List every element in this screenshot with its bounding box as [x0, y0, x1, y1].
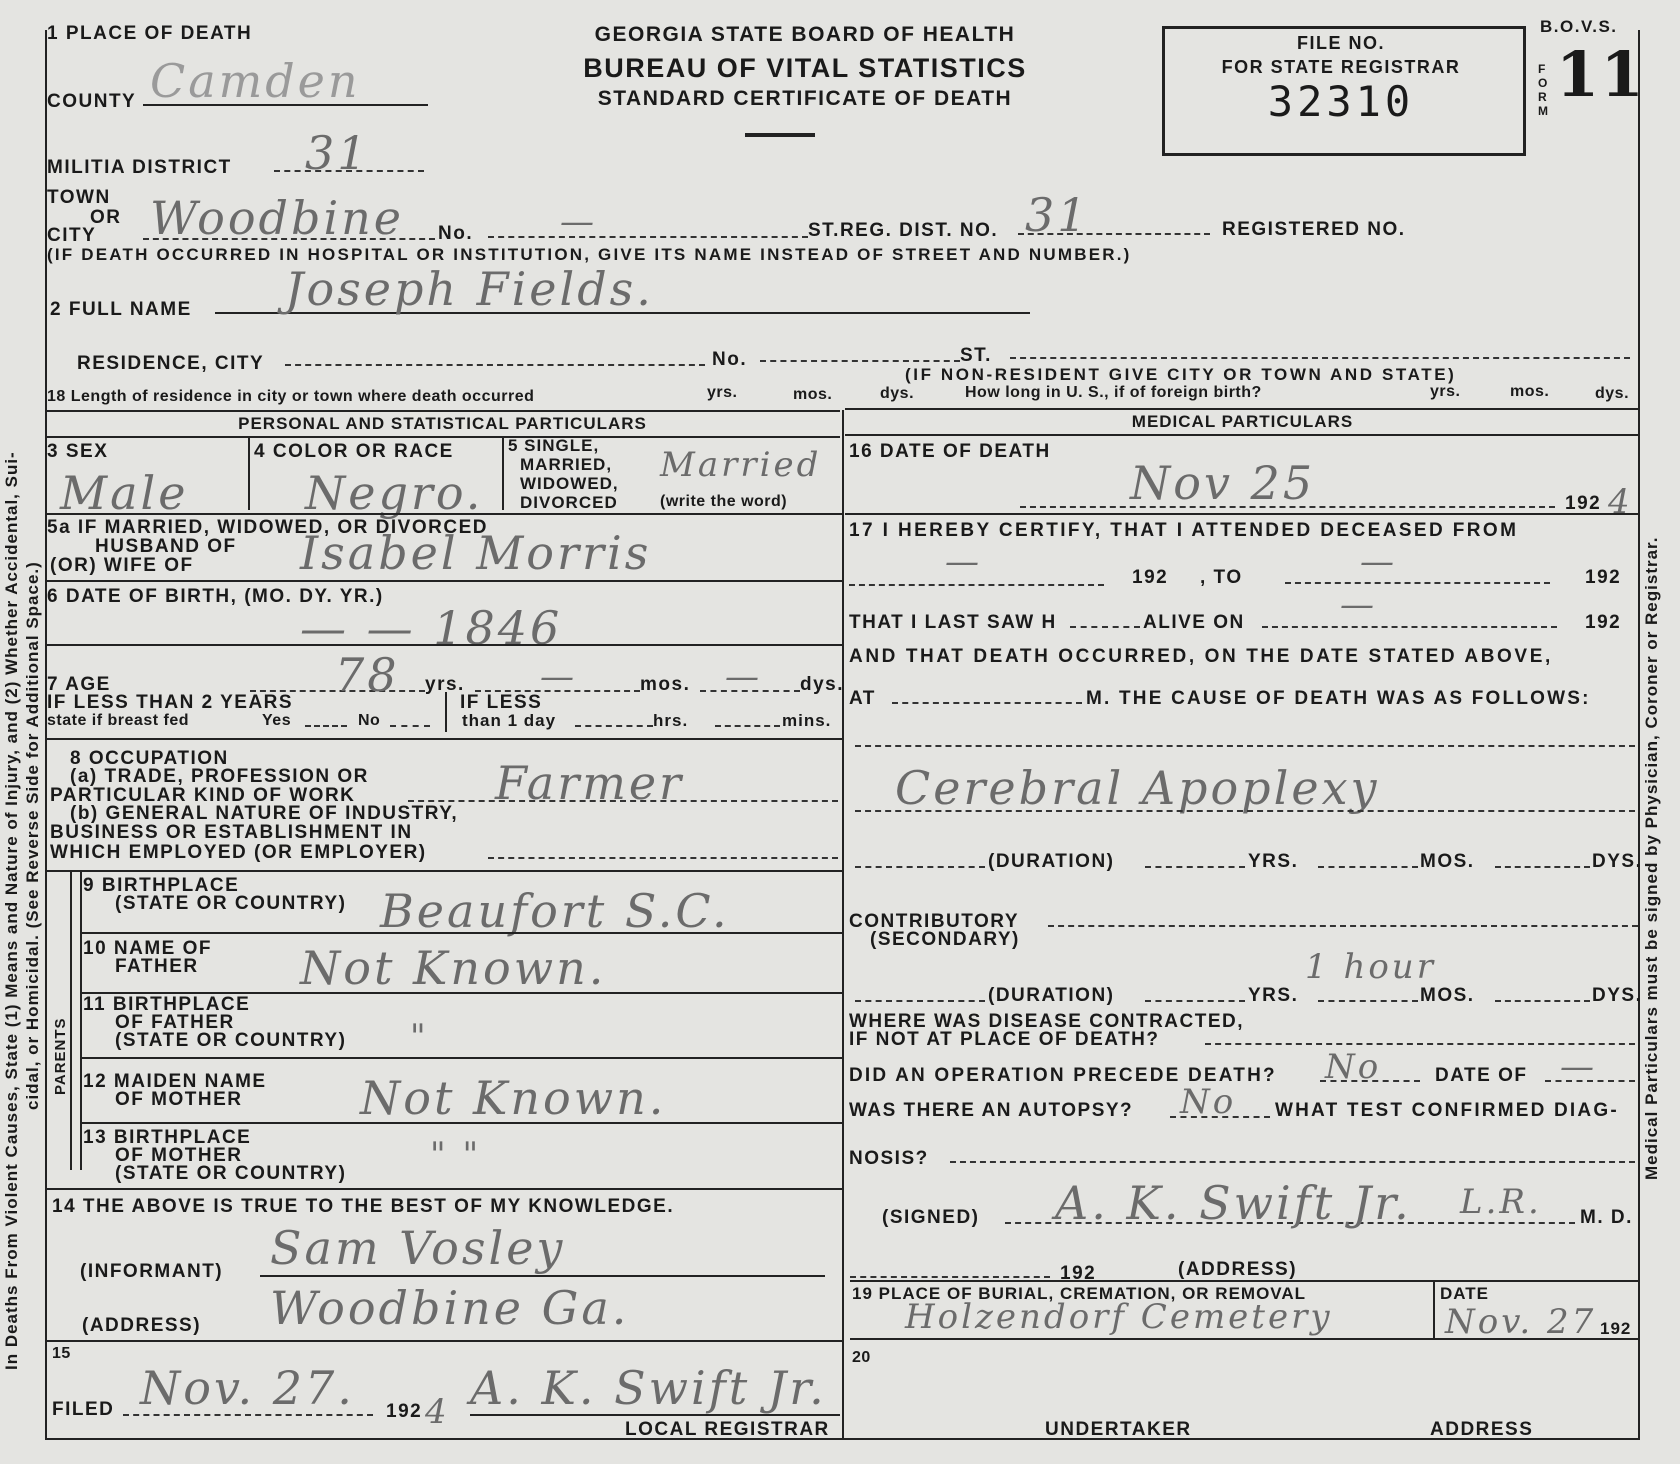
header-bureau: BUREAU OF VITAL STATISTICS	[583, 53, 1027, 83]
side-note-right: Medical Particulars must be signed by Physician, Coroner or Registrar.	[1642, 536, 1661, 1180]
duration1-mos: MOS.	[1420, 851, 1475, 872]
howlong-mos: mos.	[1510, 383, 1550, 400]
informant-address-value: Woodbine Ga.	[270, 1281, 630, 1335]
age-yrs: yrs.	[425, 674, 465, 695]
autopsy-value: No	[1180, 1082, 1237, 1122]
file-registrar-label: FOR STATE REGISTRAR	[1221, 57, 1461, 77]
lt1-mins-line	[715, 725, 780, 727]
personal-section-title: PERSONAL AND STATISTICAL PARTICULARS	[238, 414, 647, 433]
occupation-l2: (a) TRADE, PROFESSION OR	[70, 766, 369, 787]
sex-value: Male	[60, 466, 189, 520]
residence-no-line	[760, 360, 960, 362]
duration1-label: (DURATION)	[988, 851, 1115, 872]
row-line-6	[80, 932, 842, 934]
certify-from-value: —	[945, 542, 982, 582]
father-birthplace-l2: OF FATHER	[115, 1012, 235, 1033]
section-top-line-left	[45, 410, 840, 412]
row-line-4	[45, 738, 842, 740]
signed-signature: A. K. Swift Jr.	[1055, 1176, 1412, 1230]
parents-label: PARENTS	[52, 1017, 69, 1095]
residence-st-label: ST.	[960, 345, 992, 366]
section-top-line-right	[845, 408, 1640, 410]
sex-label: 3 SEX	[47, 441, 109, 462]
operation-label: DID AN OPERATION PRECEDE DEATH?	[849, 1065, 1277, 1086]
duration2-yrs-line	[1145, 1000, 1245, 1002]
lt1-hrs: hrs.	[653, 711, 689, 730]
spouse-label-3: (OR) WIFE OF	[50, 555, 194, 576]
parents-bar-1	[70, 872, 72, 1170]
side-note-left-1: In Deaths From Violent Causes, State (1) Means and Nature of Injury, and (2) Whether Accidental, Sui-	[2, 451, 21, 1370]
race-divider	[502, 438, 504, 510]
birthplace-l2: (STATE OR COUNTRY)	[115, 893, 347, 914]
occupation-value: Farmer	[495, 756, 685, 810]
dod-year-digit: 4	[1608, 482, 1633, 522]
duration1-dys: DYS.	[1592, 851, 1643, 872]
residence-line	[285, 364, 705, 366]
mother-l1: 12 MAIDEN NAME	[83, 1071, 267, 1092]
length-residence-label: 18 Length of residence in city or town where death occurred	[47, 388, 535, 405]
occurred-label: AND THAT DEATH OCCURRED, ON THE DATE STATED ABOVE,	[849, 646, 1553, 667]
lt2-no-line	[390, 725, 430, 727]
where-l2: IF NOT AT PLACE OF DEATH?	[849, 1029, 1160, 1050]
duration1-dys-line	[1495, 866, 1590, 868]
sig-address-label: (ADDRESS)	[1178, 1259, 1298, 1280]
city-no-value: —	[560, 202, 597, 242]
undertaker-address-label: ADDRESS	[1430, 1419, 1534, 1440]
item-20: 20	[852, 1349, 871, 1366]
age-dys: dys.	[800, 674, 845, 695]
certify-to-value: —	[1360, 542, 1397, 582]
row-line-3	[45, 644, 842, 646]
place-title: 1 PLACE OF DEATH	[47, 23, 253, 44]
mother-birthplace-l3: (STATE OR COUNTRY)	[115, 1163, 347, 1184]
nosis-line	[950, 1161, 1635, 1163]
lastsaw-h-line	[1070, 626, 1140, 628]
lastsaw-label: THAT I LAST SAW H	[849, 612, 1057, 633]
med-line-burial	[850, 1280, 1640, 1282]
row-line-2	[45, 580, 842, 582]
dob-value: — — 1846	[300, 601, 563, 655]
marital-value: Married	[660, 445, 822, 485]
city-value: Woodbine	[150, 191, 404, 245]
lt1-label-1: IF LESS	[460, 692, 543, 713]
test-label: WHAT TEST CONFIRMED DIAG-	[1275, 1100, 1619, 1121]
certify-to-line	[1285, 582, 1550, 584]
contributory-line	[1048, 925, 1638, 927]
dod-line	[1020, 506, 1555, 508]
contributory-l1: CONTRIBUTORY	[849, 911, 1019, 932]
dod-value: Nov 25	[1130, 456, 1316, 510]
streg-label: ST.REG. DIST. NO.	[808, 220, 999, 241]
med-line-burial-2	[850, 1338, 1640, 1340]
row-line-1	[45, 513, 842, 515]
duration1-mos-line	[1318, 866, 1418, 868]
nonresident-note: (IF NON-RESIDENT GIVE CITY OR TOWN AND STATE)	[905, 365, 1457, 384]
section-sub-line-left	[45, 436, 840, 438]
county-value: Camden	[150, 54, 361, 108]
spouse-label-2: HUSBAND OF	[95, 536, 237, 557]
undertaker-label: UNDERTAKER	[1045, 1419, 1192, 1440]
birthplace-l1: 9 BIRTHPLACE	[83, 875, 240, 896]
howlong-label: How long in U. S., if of foreign birth?	[965, 384, 1262, 401]
occupation-l5: BUSINESS OR ESTABLISHMENT IN	[50, 822, 413, 843]
length-dys: dys.	[880, 385, 915, 402]
informant-line	[260, 1275, 825, 1277]
sig-192: 192	[1060, 1263, 1097, 1284]
medical-section-title: MEDICAL PARTICULARS	[1131, 412, 1354, 431]
mother-value: Not Known.	[360, 1071, 667, 1125]
burial-label: 19 PLACE OF BURIAL, CREMATION, OR REMOVAL	[852, 1284, 1307, 1303]
md-label: M. D.	[1580, 1207, 1633, 1228]
form-label: FORM	[1538, 62, 1550, 118]
full-name-value: Joseph Fields.	[285, 262, 654, 316]
occupation-l6: WHICH EMPLOYED (OR EMPLOYER)	[50, 842, 427, 863]
autopsy-label: WAS THERE AN AUTOPSY?	[849, 1100, 1134, 1121]
dod-label: 16 DATE OF DEATH	[849, 441, 1051, 462]
length-mos: mos.	[793, 386, 833, 403]
filed-value: Nov. 27.	[140, 1361, 355, 1415]
signed-lr: L.R.	[1460, 1182, 1542, 1222]
file-no-label: FILE NO.	[1297, 33, 1385, 53]
dod-year: 192	[1565, 493, 1602, 514]
local-registrar-signature: A. K. Swift Jr.	[470, 1361, 827, 1415]
father-value: Not Known.	[300, 941, 607, 995]
mother-birthplace-l2: OF MOTHER	[115, 1145, 243, 1166]
parents-bar-2	[80, 872, 82, 1170]
mother-birthplace-value: " "	[430, 1135, 482, 1175]
birthplace-value: Beaufort S.C.	[380, 884, 730, 938]
at-line	[892, 702, 1082, 704]
marital-l1: 5 SINGLE,	[508, 436, 600, 455]
spouse-value: Isabel Morris	[300, 526, 652, 580]
filed-year: 192	[386, 1401, 423, 1422]
alive-label: ALIVE ON	[1143, 612, 1245, 633]
lt2-yes-line	[305, 725, 347, 727]
where-line	[1205, 1043, 1635, 1045]
occupation-l3: PARTICULAR KIND OF WORK	[50, 785, 356, 806]
informant-label: (INFORMANT)	[80, 1261, 224, 1282]
cause-label: M. THE CAUSE OF DEATH WAS AS FOLLOWS:	[1086, 688, 1591, 709]
duration2-mos-line	[1318, 1000, 1418, 1002]
lt2-yes: Yes	[262, 712, 292, 729]
county-label: COUNTY	[47, 91, 137, 112]
residence-st-line	[1010, 357, 1630, 359]
local-registrar-label: LOCAL REGISTRAR	[625, 1419, 830, 1440]
age-dys-value: —	[725, 657, 762, 697]
file-number: 32310	[1267, 77, 1415, 126]
header-board: GEORGIA STATE BOARD OF HEALTH	[594, 23, 1016, 46]
lastsaw-192: 192	[1585, 612, 1622, 633]
occupation-l4: (b) GENERAL NATURE OF INDUSTRY,	[70, 803, 459, 824]
spouse-label-1: 5a IF MARRIED, WIDOWED, OR DIVORCED	[47, 517, 488, 538]
howlong-dys: dys.	[1595, 385, 1630, 402]
registrar-line	[470, 1414, 840, 1416]
race-label: 4 COLOR OR RACE	[254, 441, 454, 462]
med-line-1	[845, 513, 1640, 515]
occupation-line-b	[488, 857, 838, 859]
lt2-label-1: IF LESS THAN 2 YEARS	[47, 692, 294, 713]
date-of-value: —	[1560, 1047, 1597, 1087]
lt2-no: No	[358, 712, 381, 729]
race-value: Negro.	[305, 466, 484, 520]
howlong-yrs: yrs.	[1430, 383, 1461, 400]
certify-from-line	[849, 584, 1104, 586]
city-no-label: No.	[438, 223, 474, 244]
duration2-dys-line	[1495, 1000, 1590, 1002]
row-line-11	[45, 1340, 842, 1342]
city-label: CITY	[47, 225, 97, 246]
lt1-label-2: than 1 day	[462, 711, 557, 730]
contributory-l2: (SECONDARY)	[870, 929, 1020, 950]
frame-right	[1638, 30, 1640, 1440]
filed-year-digit: 4	[425, 1392, 450, 1432]
father-l1: 10 NAME OF	[83, 938, 213, 959]
duration2-mos: MOS.	[1420, 985, 1475, 1006]
header-rule	[745, 133, 815, 137]
mother-l2: OF MOTHER	[115, 1089, 243, 1110]
certify-to: , TO	[1200, 567, 1243, 588]
duration1-lead	[855, 866, 985, 868]
burial-date-divider	[1433, 1280, 1435, 1338]
certify-192b: 192	[1585, 567, 1622, 588]
marital-l3: WIDOWED,	[520, 474, 619, 493]
length-yrs: yrs.	[707, 384, 738, 401]
age-value: 78	[335, 648, 400, 702]
marital-write: (write the word)	[660, 493, 788, 510]
residence-label: RESIDENCE, CITY	[77, 353, 265, 374]
form-number: 11	[1556, 38, 1646, 111]
row-line-9	[80, 1122, 842, 1124]
item-15: 15	[52, 1345, 71, 1362]
father-birthplace-value: "	[410, 1017, 429, 1057]
dob-label: 6 DATE OF BIRTH, (MO. DY. YR.)	[47, 586, 384, 607]
date-of-label: DATE OF	[1435, 1065, 1528, 1086]
where-l1: WHERE WAS DISEASE CONTRACTED,	[849, 1011, 1245, 1032]
age-mos: mos.	[640, 674, 691, 695]
residence-no-label: No.	[712, 349, 748, 370]
burial-date-label: DATE	[1440, 1284, 1490, 1303]
informant-address-label: (ADDRESS)	[82, 1315, 202, 1336]
cause-line-2	[855, 810, 1635, 812]
true-statement: 14 THE ABOVE IS TRUE TO THE BEST OF MY KNOWLEDGE.	[52, 1196, 675, 1217]
certify-192a: 192	[1132, 567, 1169, 588]
burial-value: Holzendorf Cemetery	[905, 1297, 1333, 1337]
section-sub-line-right	[845, 434, 1640, 436]
duration2-dys: DYS.	[1592, 985, 1643, 1006]
filed-label: FILED	[52, 1399, 115, 1420]
duration1-yrs-line	[1145, 866, 1245, 868]
occupation-l1: 8 OCCUPATION	[70, 748, 229, 769]
duration1-yrs: YRS.	[1248, 851, 1299, 872]
alive-value: —	[1340, 585, 1377, 625]
lt2-label-2: state if breast fed	[47, 712, 189, 729]
at-label: AT	[849, 688, 876, 709]
row-line-5	[45, 870, 842, 872]
burial-date-value: Nov. 27	[1445, 1302, 1597, 1342]
cause-line-1	[855, 745, 1635, 747]
marital-l4: DIVORCED	[520, 493, 618, 512]
lt1-divider	[445, 692, 447, 732]
lt1-mins: mins.	[782, 711, 832, 730]
lt1-hrs-line	[575, 725, 653, 727]
duration2-lead	[855, 1000, 985, 1002]
informant-value: Sam Vosley	[270, 1221, 566, 1275]
father-l2: FATHER	[115, 956, 199, 977]
hospital-note: (IF DEATH OCCURRED IN HOSPITAL OR INSTITUTION, GIVE ITS NAME INSTEAD OF STREET AND NUMBER.)	[47, 245, 1132, 264]
header-standard: STANDARD CERTIFICATE OF DEATH	[597, 87, 1013, 110]
marital-l2: MARRIED,	[520, 455, 613, 474]
bovs-label: B.O.V.S.	[1540, 17, 1618, 36]
operation-value: No	[1325, 1047, 1382, 1087]
alive-line	[1262, 626, 1557, 628]
town-label: TOWN	[47, 187, 111, 208]
burial-192: 192	[1600, 1319, 1632, 1338]
age-label: 7 AGE	[47, 674, 111, 695]
or-label: OR	[90, 207, 122, 228]
row-line-10	[45, 1188, 842, 1190]
father-birthplace-l1: 11 BIRTHPLACE	[83, 994, 251, 1015]
duration2-label: (DURATION)	[988, 985, 1115, 1006]
registered-label: REGISTERED NO.	[1222, 219, 1406, 240]
father-birthplace-l3: (STATE OR COUNTRY)	[115, 1030, 347, 1051]
row-line-8	[80, 1057, 842, 1059]
center-divider	[842, 410, 844, 1440]
militia-label: MILITIA DISTRICT	[47, 157, 232, 178]
sig-date-line	[850, 1276, 1050, 1278]
duration2-yrs: YRS.	[1248, 985, 1299, 1006]
mother-birthplace-l1: 13 BIRTHPLACE	[83, 1127, 252, 1148]
age-mos-value: —	[540, 657, 577, 697]
duration2-value: 1 hour	[1305, 947, 1436, 987]
certify-label: 17 I HEREBY CERTIFY, THAT I ATTENDED DECEASED FROM	[849, 520, 1519, 541]
side-note-left-2: cidal, or Homicidal. (See Reverse Side for Additional Space.)	[23, 561, 42, 1110]
signed-label: (SIGNED)	[882, 1207, 980, 1228]
streg-value: 31	[1025, 188, 1090, 242]
city-no-line	[488, 236, 808, 238]
full-name-label: 2 FULL NAME	[50, 299, 192, 320]
militia-value: 31	[305, 126, 370, 180]
nosis-label: NOSIS?	[849, 1148, 929, 1169]
sex-divider	[248, 438, 250, 510]
cause-value: Cerebral Apoplexy	[895, 761, 1380, 815]
